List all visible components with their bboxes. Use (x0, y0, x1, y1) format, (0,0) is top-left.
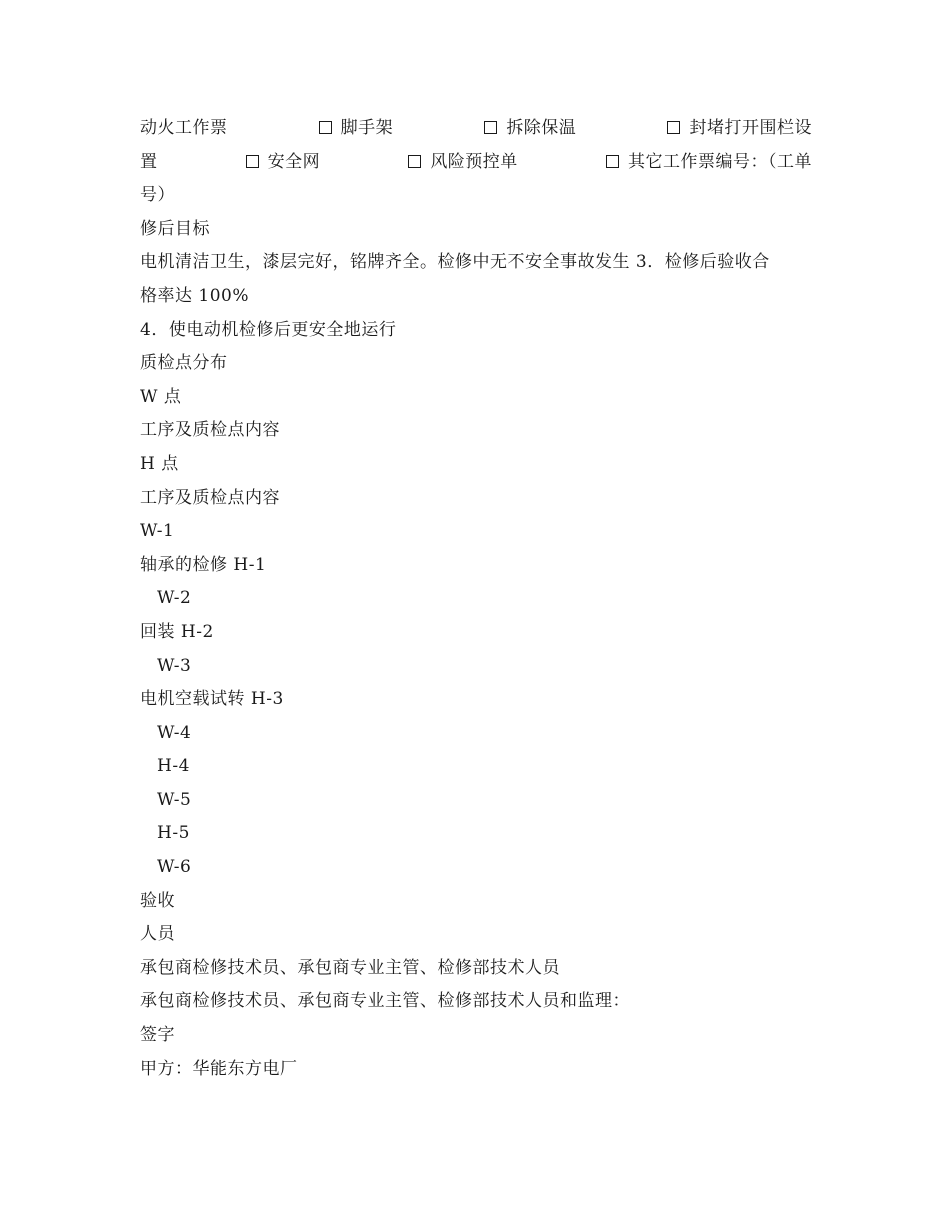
acceptance-label-1: 验收 (140, 890, 175, 911)
qc-row: 轴承的检修 H-1 (140, 554, 267, 575)
form-row-2-label: 置 (140, 151, 158, 172)
w-point-label: W 点 (140, 386, 182, 407)
form-row-2 (140, 146, 812, 180)
personnel-line-1: 承包商检修技术员、承包商专业主管、检修部技术人员 (140, 957, 560, 978)
qc-row: W-1 (140, 521, 175, 542)
personnel-line-2: 承包商检修技术员、承包商专业主管、检修部技术人员和监理： (140, 991, 630, 1012)
qc-row: W-3 (157, 655, 192, 676)
checkbox-icon (606, 155, 619, 168)
form-row-1 (140, 112, 812, 146)
scaffold-checkbox[interactable]: 脚手架 (319, 112, 394, 146)
document-page (140, 112, 812, 1086)
checkbox-icon (667, 121, 680, 134)
checkbox-icon (408, 155, 421, 168)
acceptance-label-2: 人员 (140, 924, 175, 945)
qc-row: W-5 (157, 789, 192, 810)
safety-net-checkbox[interactable]: 安全网 (246, 146, 321, 180)
qc-row: 电机空载试转 H-3 (140, 689, 284, 710)
qc-row: H-5 (157, 823, 190, 844)
target-line-3: 4．使电动机检修后更安全地运行 (140, 319, 397, 340)
hot-work-ticket-label: 动火工作票 (140, 118, 228, 138)
seal-fence-checkbox[interactable]: 封堵打开围栏设 (667, 112, 812, 146)
signature-label: 签字 (140, 1025, 175, 1046)
checkbox-icon (319, 121, 332, 134)
h-content-label: 工序及质检点内容 (140, 487, 280, 508)
qc-row: W-4 (157, 722, 192, 743)
checkbox-icon (246, 155, 259, 168)
qc-row: W-6 (157, 857, 192, 878)
risk-control-checkbox[interactable]: 风险预控单 (408, 146, 518, 180)
h-point-label: H 点 (140, 453, 179, 474)
form-row-3: 号） (140, 185, 175, 206)
target-heading: 修后目标 (140, 218, 210, 239)
other-ticket-checkbox[interactable]: 其它工作票编号：（工单 (606, 146, 812, 180)
w-content-label: 工序及质检点内容 (140, 420, 280, 441)
qc-row: H-4 (157, 756, 190, 777)
party-a-line: 甲方：华能东方电厂 (140, 1058, 298, 1079)
checkbox-icon (484, 121, 497, 134)
target-line-1: 电机清洁卫生，漆层完好，铭牌齐全。检修中无不安全事故发生 3．检修后验收合 (140, 252, 770, 273)
qc-heading: 质检点分布 (140, 353, 228, 374)
qc-row: 回装 H-2 (140, 621, 214, 642)
remove-insulation-checkbox[interactable]: 拆除保温 (484, 112, 576, 146)
qc-row: W-2 (157, 588, 192, 609)
target-line-2: 格率达 100% (140, 285, 250, 306)
